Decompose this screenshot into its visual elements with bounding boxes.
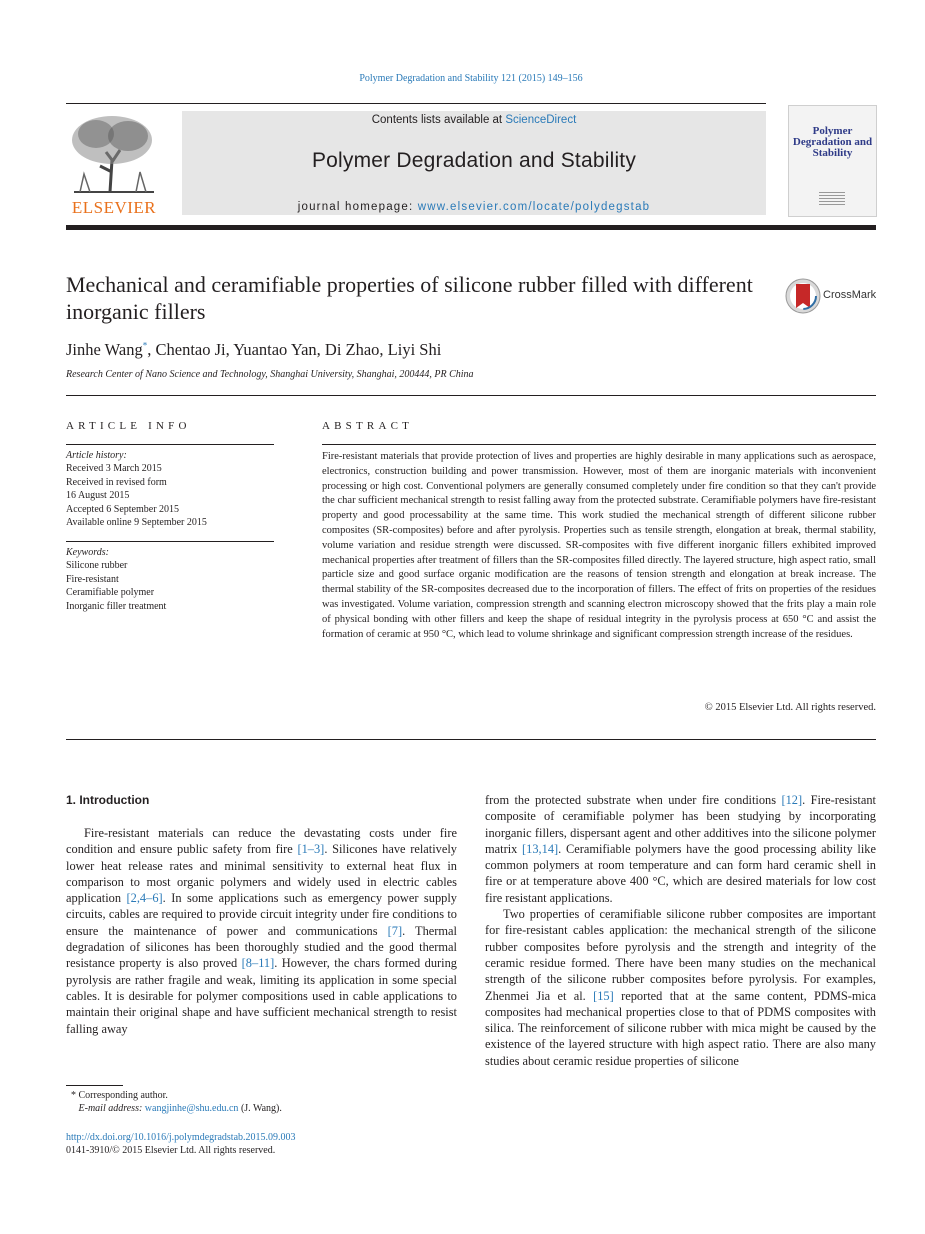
tree-icon <box>66 112 162 196</box>
journal-citation[interactable]: Polymer Degradation and Stability 121 (2015) 149–156 <box>359 73 583 84</box>
paragraph-text: . Fire-resistant composite of ceramifiable polymer has been studying by incorporating inorganic fillers, dispersant agent and other additives into the silicone polymer matrix <box>485 793 877 856</box>
history-item: Received 3 March 2015 <box>66 463 162 475</box>
article-info-heading: ARTICLE INFO <box>66 420 191 432</box>
paragraph-text: . Silicones have relatively lower heat release rates and minimal sensitivity to external heat flux in comparison to most organic polymers and widely used in electric cables application <box>66 842 457 906</box>
history-item: 16 August 2015 <box>66 490 130 502</box>
body-column-left <box>66 825 457 1037</box>
footnote-email: E-mail address: wangjinhe@shu.edu.cn (J. Wang). <box>78 1103 282 1115</box>
body-column-right <box>485 792 876 1069</box>
issn-line: 0141-3910/© 2015 Elsevier Ltd. All rights reserved. <box>66 1145 276 1157</box>
paragraph-text: . Ceramifiable polymers have the good processing ability like common polymers at room temperature and can form hard ceramic shell in fire or at temperature above 400 °C, which are desired materials for low cost fire resistant applications. <box>485 841 876 905</box>
journal-cover[interactable] <box>788 105 877 217</box>
paragraph-text: . Thermal degradation of silicones has been thoroughly studied and the good thermal resistance property is also proved <box>66 923 457 971</box>
footnote-rule <box>66 1085 123 1086</box>
article-info-rule <box>66 444 274 445</box>
history-item: Accepted 6 September 2015 <box>66 503 180 515</box>
paragraph-text: reported that at the same content, PDMS-mica composites had mechanical properties close to that of PDMS composites with silica. The reinforcement of silicone rubber with mica might be caused by the existence of the layered structure with high aspect ratio. There are also many studies about ceramic residue properties of silicone <box>485 988 876 1068</box>
section-rule <box>66 395 876 396</box>
crossmark-badge[interactable] <box>785 278 885 314</box>
cover-text-lines <box>819 192 845 206</box>
paragraph <box>66 825 457 1037</box>
abstract-text: Fire-resistant materials that provide protection of lives and properties are highly desirable in many applications such as aerospace, electronics, construction building and power transmission. However, most of them are inorganic materials with inconvenient processing or high cost. Conventional polymers are generally consumed completely under fire condition so that they can't provide the char sufficient mechanical strength to resist falling away from the protected substrate. Ceramifiable polymers have fire-resistant property and good processability at the same time. This work studied the mechanical strength of different silicone rubber composites (SR-composites) before and after pyrolysis. Properties such as tensile strength, elongation at break, thermal stability, volume variation and residue strength were discussed. SR-composites with five different inorganic fillers exhibited improved mechanical properties after treatment of fillers than the SR-composites filled directly. The layered structure, high aspect ratio, small particle size and good surface organic modification are the reasons of tension strength and elongation at break increase. The thermal stability of the SR-composites decreased due to the incorporation of fillers. The effect of frits on properties of the residues was investigated. Volume variation, compression strength and scanning electron microscopy showed that the frits play a main role of physical bonding with other fillers and keep the shape of residual integrity in the pyrolysis process at 650 °C and assist the formation of ceramic at 950 °C, which lead to volume shrinkage and significant compression strength increase of the residues. <box>322 451 876 640</box>
email-link[interactable]: wangjinhe@shu.edu.cn <box>144 1103 239 1115</box>
paragraph-text: Two properties of ceramifiable silicone rubber composites are important for fire-resistant cables application: the mechanical strength of the silicone rubber composites before pyrolysis and the strength and integrity of the ceramic residue formed. There have been many studies on the mechanical strength of the silicone rubber composites before pyrolysis. For examples, Zhenmei Jia et al. <box>485 907 876 1003</box>
footnote <box>66 1089 282 1116</box>
crossmark-icon <box>785 278 821 314</box>
citation-link[interactable]: [8–11] <box>241 956 275 971</box>
journal-banner <box>182 111 766 215</box>
first-author[interactable]: Jinhe Wang <box>66 340 143 359</box>
history-item: Received in revised form <box>66 476 167 488</box>
history-label: Article history: <box>66 450 127 461</box>
article-title: Mechanical and ceramifiable properties of silicone rubber filled with different inorganic fillers <box>66 272 753 324</box>
keywords <box>66 546 276 613</box>
publisher-name: ELSEVIER <box>71 198 157 217</box>
cover-title: Polymer Degradation and Stability <box>792 125 873 159</box>
citation-link[interactable]: [12] <box>781 793 803 807</box>
crossmark-label: CrossMark <box>823 289 877 301</box>
homepage-link[interactable]: www.elsevier.com/locate/polydegstab <box>417 201 651 213</box>
citation-link[interactable]: [7] <box>387 923 403 938</box>
citation-link[interactable]: [13,14] <box>522 841 559 856</box>
keyword-item: Fire-resistant <box>66 573 119 585</box>
abstract-bottom-rule <box>66 739 876 740</box>
other-authors: , Chentao Ji, Yuantao Yan, Di Zhao, Liyi Shi <box>147 340 442 359</box>
affiliation: Research Center of Nano Science and Technology, Shanghai University, Shanghai, 200444, PR China <box>66 369 474 380</box>
paragraph-text: from the protected substrate when under fire conditions <box>485 793 782 807</box>
elsevier-logo <box>66 112 162 216</box>
footnote-corresponding: * Corresponding author. <box>71 1090 168 1101</box>
header-rule <box>66 103 766 104</box>
keywords-rule <box>66 541 274 542</box>
citation-link[interactable]: [1–3] <box>297 842 325 857</box>
paragraph <box>485 792 876 906</box>
abstract-copyright: © 2015 Elsevier Ltd. All rights reserved. <box>704 702 876 713</box>
section-heading-introduction: 1. Introduction <box>66 793 150 807</box>
keyword-item: Inorganic filler treatment <box>66 600 167 612</box>
homepage-line: journal homepage: www.elsevier.com/locate/polydegstab <box>297 201 651 213</box>
paragraph-text: . In some applications such as emergency power supply circuits, cables are required to provide circuit integrity under fire conditions to ensure the maintenance of power and communications <box>66 891 457 938</box>
contents-line: Contents lists available at ScienceDirect <box>371 114 577 126</box>
journal-title: Polymer Degradation and Stability <box>311 149 637 172</box>
citation-link[interactable]: [15] <box>593 988 614 1003</box>
doi-link[interactable]: http://dx.doi.org/10.1016/j.polymdegradstab.2015.09.003 <box>66 1132 296 1143</box>
corresponding-mark[interactable]: * <box>142 340 148 351</box>
paragraph-text: Fire-resistant materials can reduce the devastating costs under fire condition and ensure public safety from fire <box>66 826 457 857</box>
paragraph <box>485 906 876 1069</box>
citation-link[interactable]: [2,4–6] <box>126 891 163 906</box>
doi-block <box>66 1131 296 1158</box>
paragraph-text: . However, the chars formed during pyrolysis are rather fragile and weak, limiting its application in some special cables. It is desirable for polymer compositions used in cable applications to maintain their original shape and have sufficient mechanical strength to resist falling away <box>66 956 457 1036</box>
abstract-heading: ABSTRACT <box>322 420 414 432</box>
keywords-label: Keywords: <box>66 547 109 558</box>
sciencedirect-link[interactable]: ScienceDirect <box>505 114 577 126</box>
keyword-item: Silicone rubber <box>66 560 128 572</box>
header-thick-rule <box>66 225 876 230</box>
author-list <box>66 340 441 360</box>
history-item: Available online 9 September 2015 <box>66 517 207 529</box>
article-history <box>66 449 276 529</box>
keyword-item: Ceramifiable polymer <box>66 587 155 599</box>
abstract-rule <box>322 444 876 445</box>
